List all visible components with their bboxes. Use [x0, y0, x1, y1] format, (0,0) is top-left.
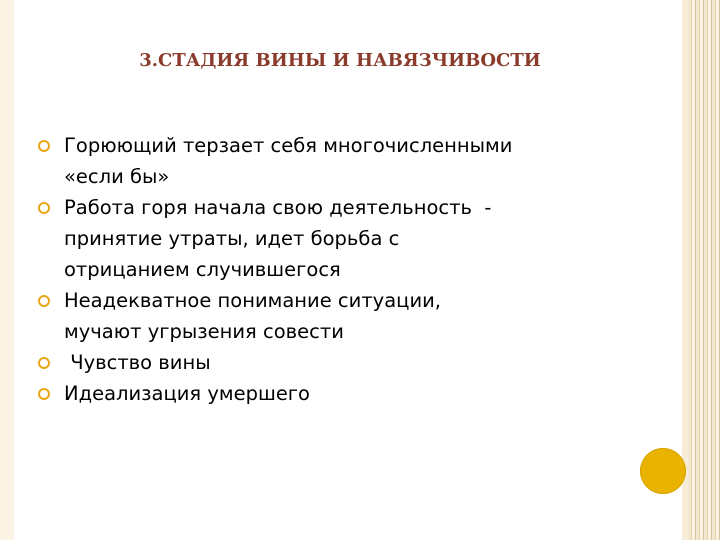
- ring-bullet-icon: [38, 295, 50, 307]
- slide-title: 3.СТАДИЯ ВИНЫ И НАВЯЗЧИВОСТИ: [139, 50, 541, 71]
- ring-bullet-icon: [38, 140, 50, 152]
- bullet-item-2: [38, 192, 628, 285]
- bullet-item-4: [38, 347, 628, 378]
- bullet-item-1: [38, 130, 628, 192]
- frame-left-border: [0, 0, 14, 540]
- ring-bullet-icon: [38, 357, 50, 369]
- bullet-item-3: [38, 285, 628, 347]
- bullet-text: Идеализация умершего: [64, 382, 310, 405]
- ring-bullet-icon: [38, 388, 50, 400]
- bullet-text: Чувство вины: [64, 351, 211, 374]
- gold-circle-icon: [640, 448, 686, 494]
- bullet-text: Неадекватное понимание ситуации, мучают угрызения совести: [64, 289, 441, 343]
- bullet-text: Горюющий терзает себя многочисленными «если бы»: [64, 134, 513, 188]
- bullet-text: Работа горя начала свою деятельность - принятие утраты, идет борьба с отрицанием случившегося: [64, 196, 492, 281]
- bullet-list: [38, 130, 628, 409]
- frame-right-border: [688, 0, 720, 540]
- bullet-item-5: [38, 378, 628, 409]
- ring-bullet-icon: [38, 202, 50, 214]
